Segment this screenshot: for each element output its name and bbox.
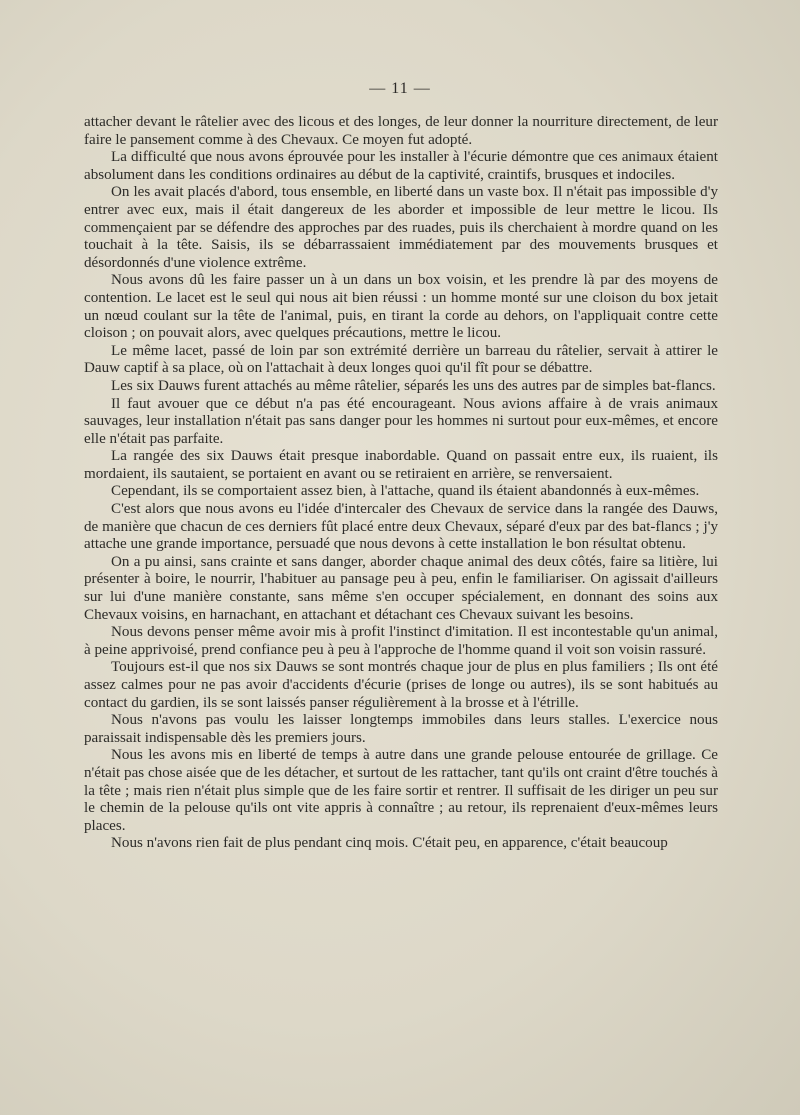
body-text [84,114,718,853]
paragraph: La rangée des six Dauws était presque inabordable. Quand on passait entre eux, ils ruaient, ils mordaient, ils sautaient, se portaient en avant ou se retiraient en arrière, se renversaient. [84,448,718,482]
paragraph: La difficulté que nous avons éprouvée pour les installer à l'écurie démontre que ces animaux étaient absolument dans les conditions ordinaires au début de la captivité, craintifs, brusques et indociles. [84,149,718,183]
paragraph: On a pu ainsi, sans crainte et sans danger, aborder chaque animal des deux côtés, faire sa litière, lui présenter à boire, le nourrir, l'habituer au pansage peu à peu, enfin le familiariser. On agissait d'ailleurs sur lui d'une manière constante, sans même s'en occuper spécialement, en donnant des soins aux Chevaux voisins, en harnachant, en attachant et détachant ces Chevaux suivant les besoins. [84,553,718,623]
paragraph: Nous n'avons rien fait de plus pendant cinq mois. C'était peu, en apparence, c'était beaucoup [111,835,668,852]
paragraph: Le même lacet, passé de loin par son extrémité derrière un barreau du râtelier, servait à attirer le Dauw captif à sa place, où on l'attachait à deux longes quoi qu'il fît pour se débattre. [84,342,718,377]
paragraph: Nous n'avons pas voulu les laisser longtemps immobiles dans leurs stalles. L'exercice nous paraissait indispensable dès les premiers jours. [84,712,718,746]
paragraph: Les six Dauws furent attachés au même râtelier, séparés les uns des autres par de simples bat-flancs. [111,377,716,394]
paragraph: Nous les avons mis en liberté de temps à autre dans une grande pelouse entourée de grillage. Ce n'était pas chose aisée que de les détacher, et surtout de les rattacher, tant qu'ils ont craint d'être touchés à la tête ; mais rien n'était plus simple que de les faire sortir et rentrer. Il suffisait de les diriger un peu sur le chemin de la pelouse qu'ils ont vite appris à connaître ; au retour, ils reprenaient d'eux-mêmes leurs places. [84,747,718,834]
paragraph: Il faut avouer que ce début n'a pas été encourageant. Nous avions affaire à de vrais animaux sauvages, leur installation n'était pas sans danger pour les hommes ni surtout pour eux-mêmes, et encore elle n'était pas parfaite. [84,395,718,447]
page-number: — 11 — [369,80,431,97]
paragraph: Toujours est-il que nos six Dauws se sont montrés chaque jour de plus en plus familiers ; Ils ont été assez calmes pour ne pas avoir d'accidents d'écurie (prises de longe ou autres), ils se sont habitués au contact du gardien, ils se sont laissés panser régulièrement à la brosse et à l'étrille. [84,659,718,711]
paragraph: On les avait placés d'abord, tous ensemble, en liberté dans un vaste box. Il n'était pas impossible d'y entrer avec eux, mais il était dangereux de les aborder et impossible de leur mettre le licou. Ils commençaient par se défendre des approches par des ruades, puis ils cherchaient à mordre quand on les touchait à la tête. Saisis, ils se débarrassaient immédiatement par des mouvements brusques et désordonnés d'une violence extrême. [84,184,718,271]
paragraph: Nous avons dû les faire passer un à un dans un box voisin, et les prendre là par des moyens de contention. Le lacet est le seul qui nous ait bien réussi : un homme monté sur une cloison du box jetait un nœud coulant sur la tête de l'animal, puis, en tirant la corde au dehors, on l'appliquait contre cette cloison ; on pouvait alors, avec quelques précautions, mettre le licou. [84,272,718,342]
paragraph: Nous devons penser même avoir mis à profit l'instinct d'imitation. Il est incontestable qu'un animal, à peine apprivoisé, prend confiance peu à peu à l'approche de l'homme quand il voit son voisin rassuré. [84,624,718,658]
paragraph: Cependant, ils se comportaient assez bien, à l'attache, quand ils étaient abandonnés à eux-mêmes. [111,483,700,500]
paragraph: attacher devant le râtelier avec des licous et des longes, de leur donner la nourriture directement, de leur faire le pansement comme à des Chevaux. Ce moyen fut adopté. [84,114,718,148]
paragraph: C'est alors que nous avons eu l'idée d'intercaler des Chevaux de service dans la rangée des Dauws, de manière que chacun de ces derniers fût placé entre deux Chevaux, séparé d'eux par des bat-flancs ; j'y attache une grande importance, persuadé que nous devons à cette installation le bon résultat obtenu. [84,501,718,553]
